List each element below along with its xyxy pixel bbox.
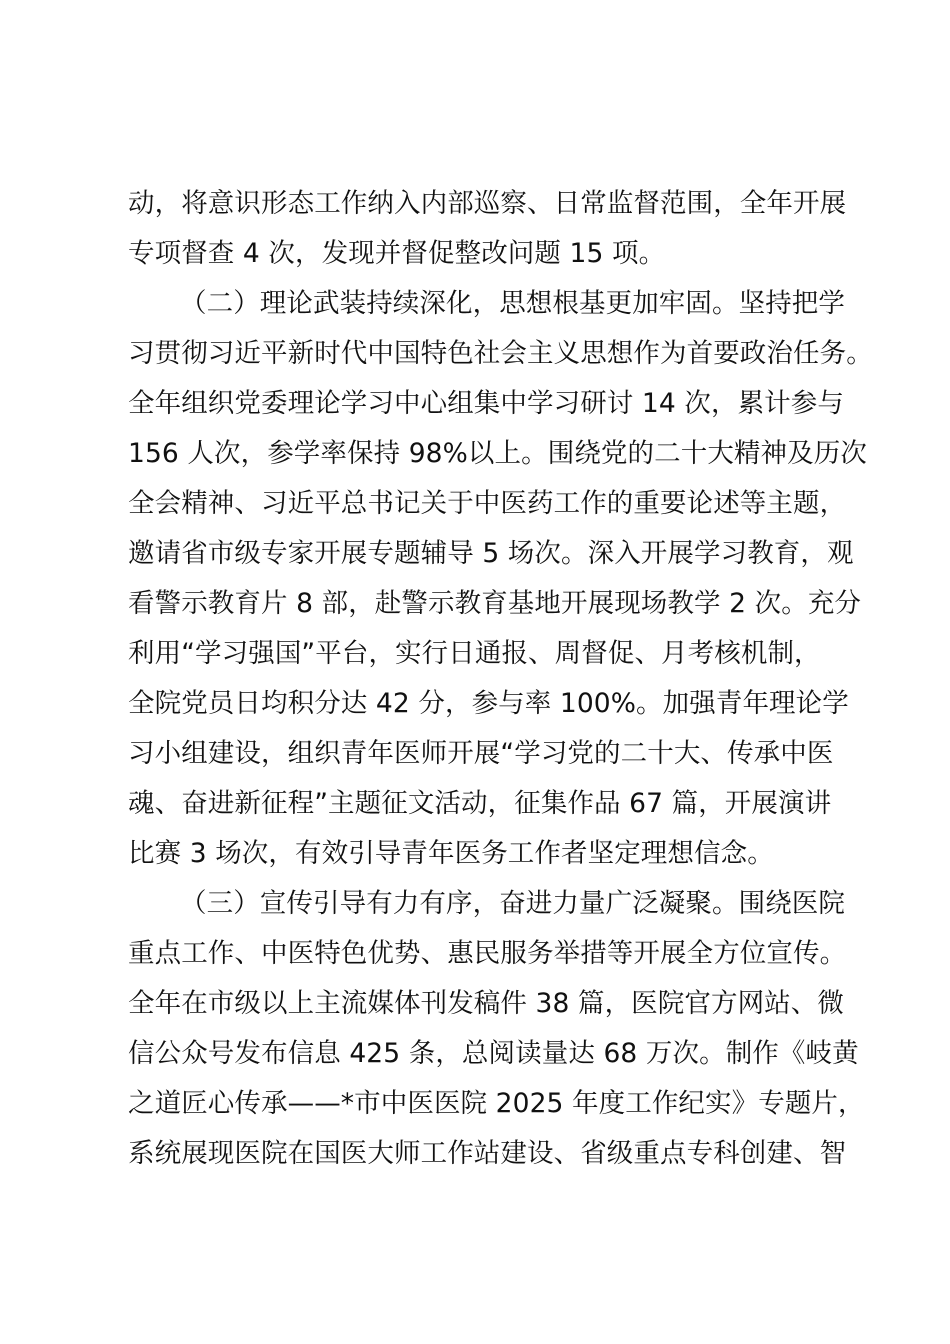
- text-line-1: 动，将意识形态工作纳入内部巡察、日常监督范围，全年开展: [128, 188, 847, 219]
- text-line-18: 信公众号发布信息 425 条，总阅读量达 68 万次。制作《岐黄: [128, 1038, 859, 1069]
- text-line-6: 156 人次，参学率保持 98%以上。围绕党的二十大精神及历次: [128, 438, 867, 469]
- text-line-13: 魂、奋进新征程”主题征文活动，征集作品 67 篇，开展演讲: [128, 788, 832, 819]
- text-line-2: 专项督查 4 次，发现并督促整改问题 15 项。: [128, 238, 666, 269]
- text-line-17: 全年在市级以上主流媒体刊发稿件 38 篇，医院官方网站、微: [128, 988, 844, 1019]
- text-line-20: 系统展现医院在国医大师工作站建设、省级重点专科创建、智: [128, 1138, 847, 1169]
- text-line-9: 看警示教育片 8 部，赴警示教育基地开展现场教学 2 次。充分: [128, 588, 862, 619]
- text-line-11: 全院党员日均积分达 42 分，参与率 100%。加强青年理论学: [128, 688, 849, 719]
- text-line-8: 邀请省市级专家开展专题辅导 5 场次。深入开展学习教育，观: [128, 538, 854, 569]
- text-line-12: 习小组建设，组织青年医师开展“学习党的二十大、传承中医: [128, 738, 834, 769]
- text-line-5: 全年组织党委理论学习中心组集中学习研讨 14 次，累计参与: [128, 388, 844, 419]
- section-heading-2: （二）理论武装持续深化，思想根基更加牢固。坚持把学: [180, 288, 845, 319]
- text-line-10: 利用“学习强国”平台，实行日通报、周督促、月考核机制，: [128, 638, 821, 669]
- section-heading-3: （三）宣传引导有力有序，奋进力量广泛凝聚。围绕医院: [180, 888, 845, 919]
- text-line-16: 重点工作、中医特色优势、惠民服务举措等开展全方位宣传。: [128, 938, 847, 969]
- text-line-19: 之道匠心传承——*市中医医院 2025 年度工作纪实》专题片，: [128, 1088, 865, 1119]
- text-line-14: 比赛 3 场次，有效引导青年医务工作者坚定理想信念。: [128, 838, 774, 869]
- text-line-4: 习贯彻习近平新时代中国特色社会主义思想作为首要政治任务。: [128, 338, 873, 369]
- text-line-7: 全会精神、习近平总书记关于中医药工作的重要论述等主题，: [128, 488, 847, 519]
